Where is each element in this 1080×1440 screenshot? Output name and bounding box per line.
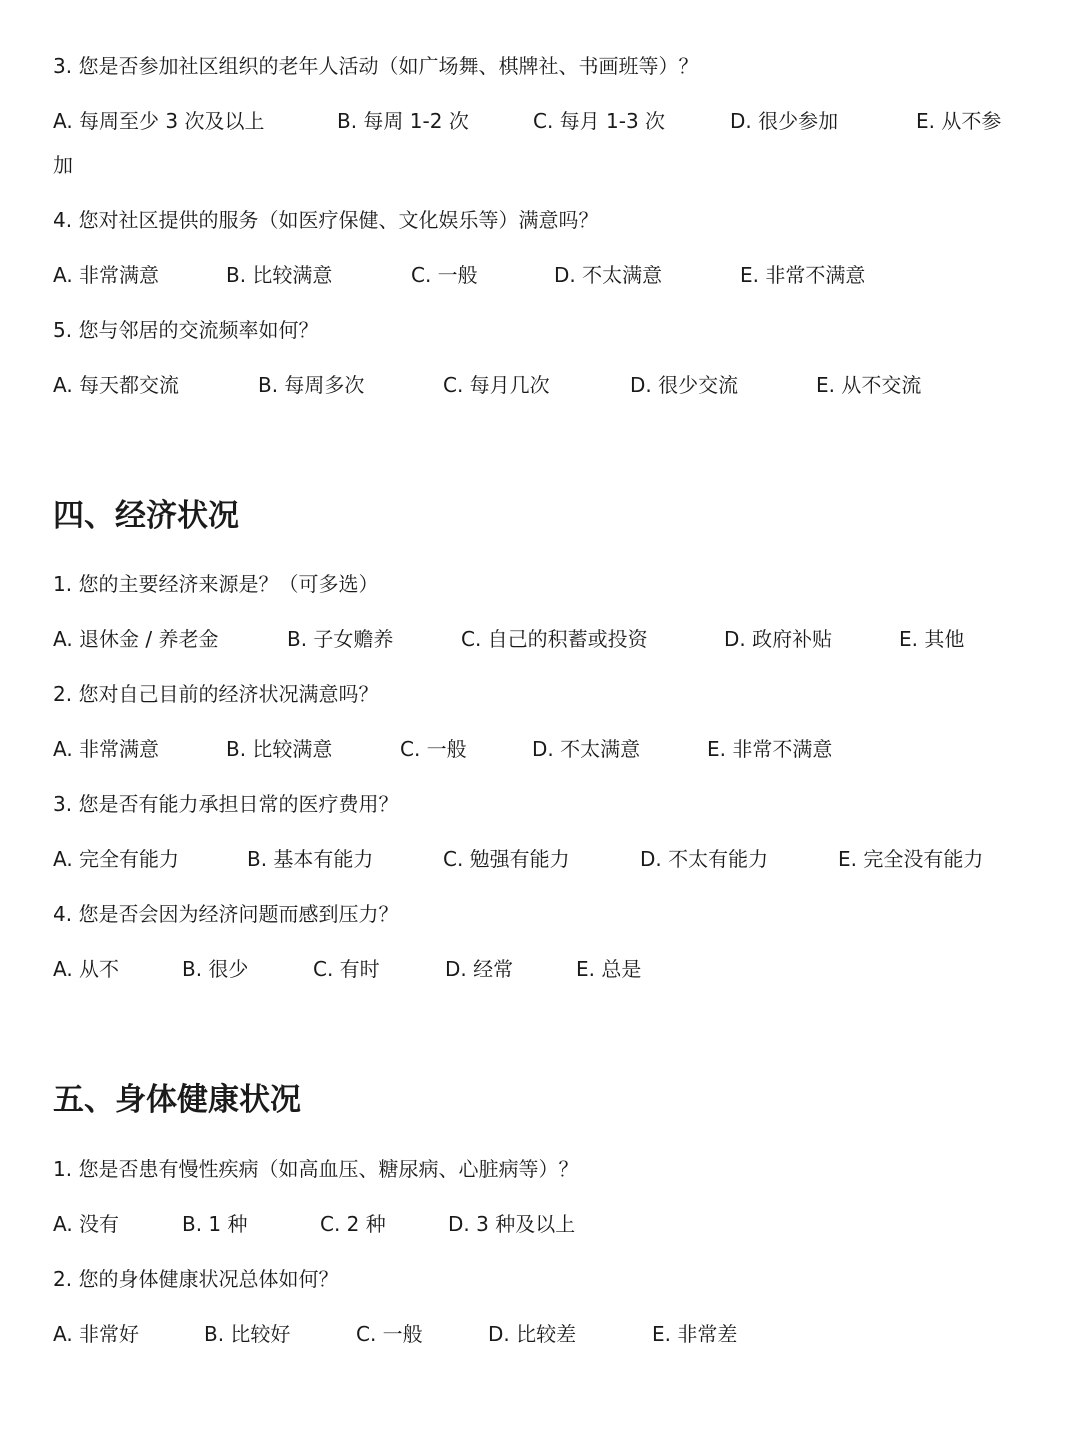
option-a[interactable]: A. 非常满意 bbox=[53, 737, 160, 761]
question-text: 3. 您是否有能力承担日常的医疗费用？ bbox=[53, 792, 399, 816]
option-d[interactable]: D. 政府补贴 bbox=[724, 627, 833, 651]
option-d[interactable]: D. 不太有能力 bbox=[640, 847, 769, 871]
option-c[interactable]: C. 每月 1-3 次 bbox=[533, 109, 666, 133]
option-a[interactable]: A. 非常满意 bbox=[53, 263, 160, 287]
section-heading-economy: 四、经济状况 bbox=[53, 498, 239, 534]
question-text: 4. 您对社区提供的服务（如医疗保健、文化娱乐等）满意吗？ bbox=[53, 208, 599, 232]
question-text: 1. 您是否患有慢性疾病（如高血压、糖尿病、心脏病等）？ bbox=[53, 1157, 579, 1181]
option-a[interactable]: A. 每周至少 3 次及以上 bbox=[53, 109, 265, 133]
option-b[interactable]: B. 1 种 bbox=[182, 1212, 248, 1236]
option-e[interactable]: E. 从不交流 bbox=[816, 373, 922, 397]
question-text: 2. 您对自己目前的经济状况满意吗？ bbox=[53, 682, 379, 706]
option-d[interactable]: D. 比较差 bbox=[488, 1322, 577, 1346]
option-e[interactable]: E. 总是 bbox=[576, 957, 642, 981]
option-b[interactable]: B. 每周 1-2 次 bbox=[337, 109, 469, 133]
option-b[interactable]: B. 子女赡养 bbox=[287, 627, 394, 651]
question-text: 3. 您是否参加社区组织的老年人活动（如广场舞、棋牌社、书画班等）？ bbox=[53, 54, 699, 78]
option-e[interactable]: E. 非常差 bbox=[652, 1322, 738, 1346]
question-text: 4. 您是否会因为经济问题而感到压力？ bbox=[53, 902, 399, 926]
option-c[interactable]: C. 勉强有能力 bbox=[443, 847, 570, 871]
option-c[interactable]: C. 一般 bbox=[411, 263, 478, 287]
option-b[interactable]: B. 基本有能力 bbox=[247, 847, 374, 871]
option-e[interactable]: E. 完全没有能力 bbox=[838, 847, 984, 871]
option-c[interactable]: C. 有时 bbox=[313, 957, 380, 981]
question-text: 1. 您的主要经济来源是？（可多选） bbox=[53, 572, 379, 596]
option-b[interactable]: B. 很少 bbox=[182, 957, 249, 981]
option-b[interactable]: B. 比较好 bbox=[204, 1322, 291, 1346]
option-c[interactable]: C. 每月几次 bbox=[443, 373, 550, 397]
option-c[interactable]: C. 一般 bbox=[356, 1322, 423, 1346]
option-e-wrap: 加 bbox=[53, 153, 73, 177]
option-e[interactable]: E. 非常不满意 bbox=[740, 263, 866, 287]
option-a[interactable]: A. 从不 bbox=[53, 957, 120, 981]
option-a[interactable]: A. 非常好 bbox=[53, 1322, 140, 1346]
option-d[interactable]: D. 不太满意 bbox=[554, 263, 663, 287]
option-d[interactable]: D. 经常 bbox=[445, 957, 514, 981]
option-b[interactable]: B. 每周多次 bbox=[258, 373, 365, 397]
section-heading-health: 五、身体健康状况 bbox=[53, 1082, 301, 1118]
option-c[interactable]: C. 自己的积蓄或投资 bbox=[461, 627, 648, 651]
option-e[interactable]: E. 其他 bbox=[899, 627, 965, 651]
option-c[interactable]: C. 一般 bbox=[400, 737, 467, 761]
option-d[interactable]: D. 很少参加 bbox=[730, 109, 839, 133]
option-a[interactable]: A. 完全有能力 bbox=[53, 847, 180, 871]
option-a[interactable]: A. 每天都交流 bbox=[53, 373, 180, 397]
question-text: 5. 您与邻居的交流频率如何？ bbox=[53, 318, 319, 342]
option-c[interactable]: C. 2 种 bbox=[320, 1212, 386, 1236]
option-a[interactable]: A. 退休金 / 养老金 bbox=[53, 627, 219, 651]
option-b[interactable]: B. 比较满意 bbox=[226, 737, 333, 761]
option-b[interactable]: B. 比较满意 bbox=[226, 263, 333, 287]
option-e[interactable]: E. 从不参 bbox=[916, 109, 1002, 133]
option-d[interactable]: D. 不太满意 bbox=[532, 737, 641, 761]
option-e[interactable]: E. 非常不满意 bbox=[707, 737, 833, 761]
option-d[interactable]: D. 很少交流 bbox=[630, 373, 739, 397]
option-a[interactable]: A. 没有 bbox=[53, 1212, 120, 1236]
question-text: 2. 您的身体健康状况总体如何？ bbox=[53, 1267, 339, 1291]
option-d[interactable]: D. 3 种及以上 bbox=[448, 1212, 576, 1236]
